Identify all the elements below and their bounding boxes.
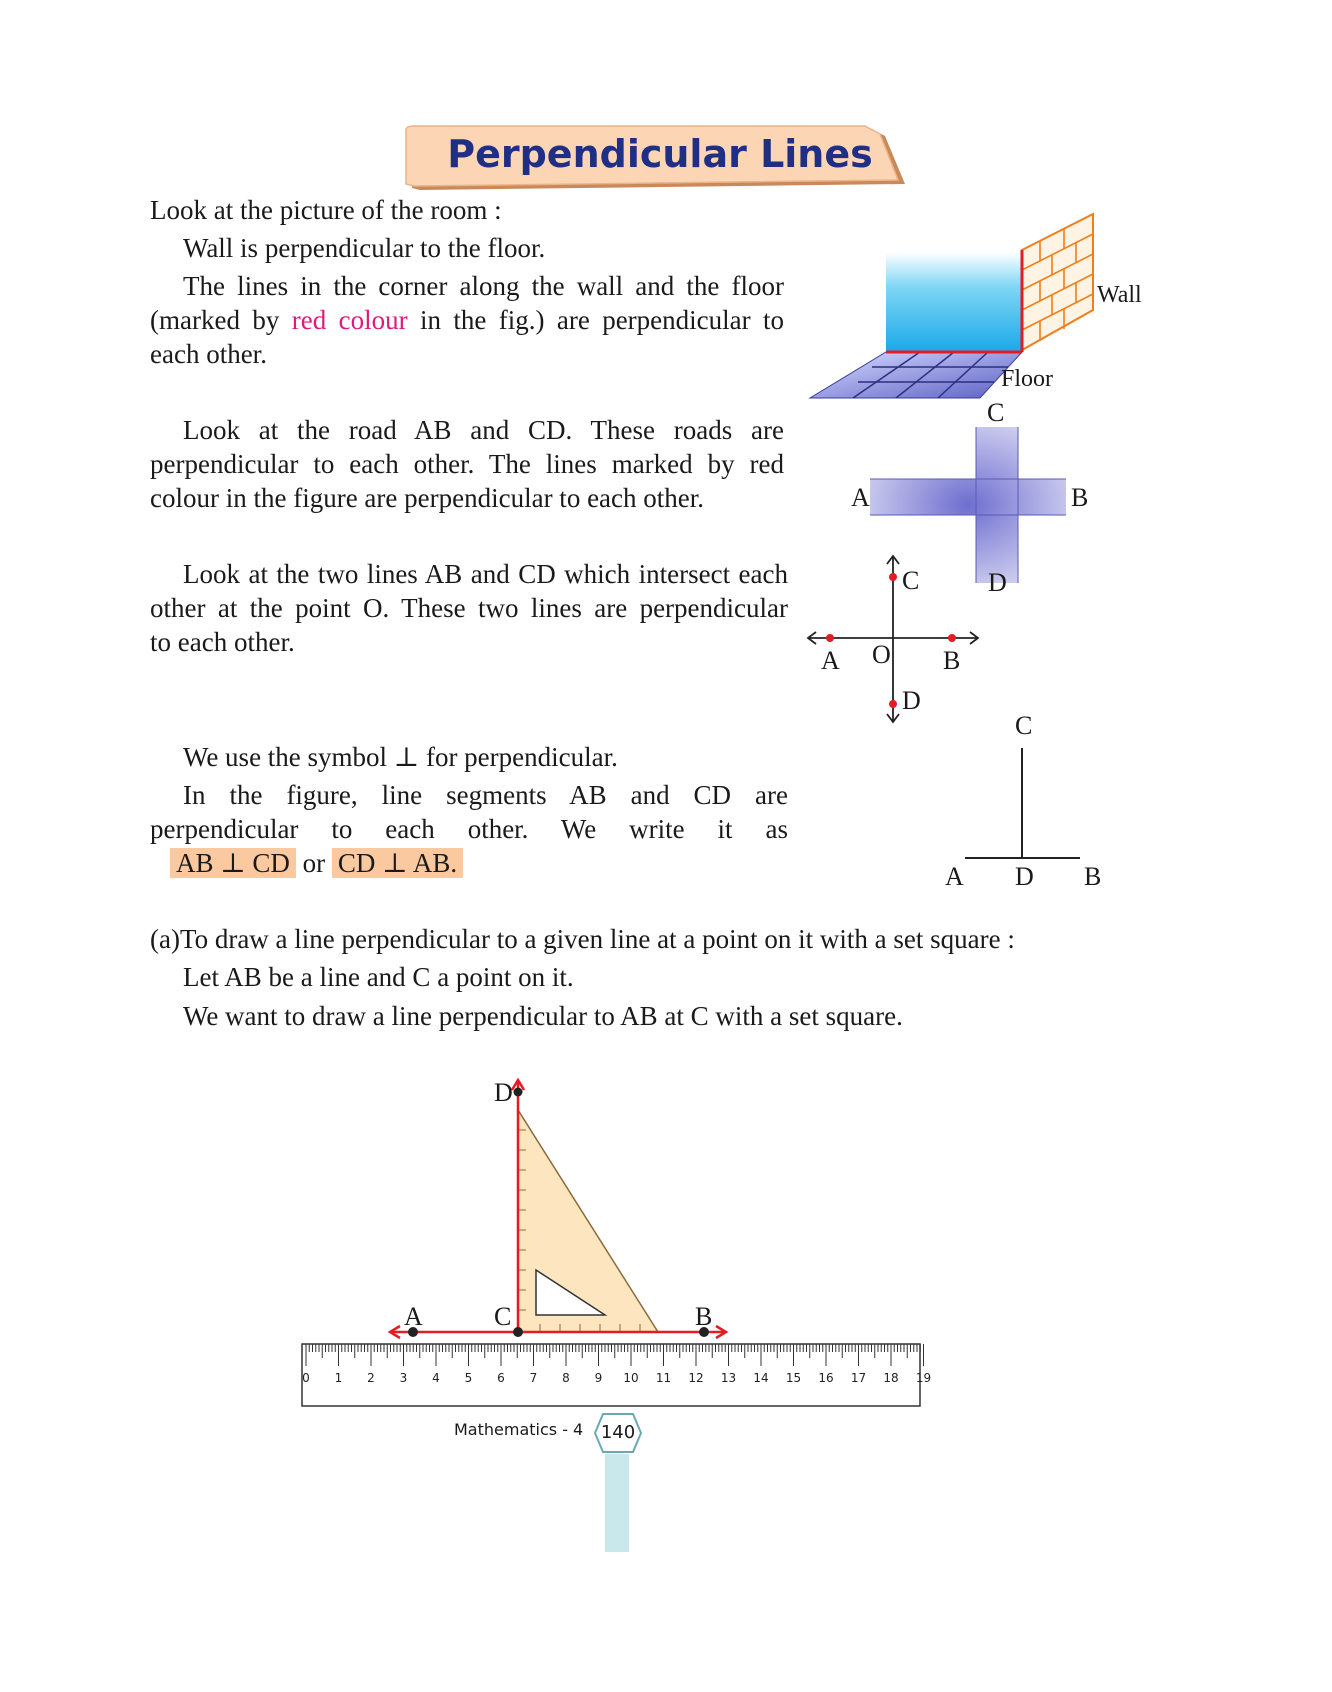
intersecting-lines-figure (800, 550, 990, 730)
lines-a-label: A (821, 646, 840, 675)
red-colour-text: red colour (291, 305, 408, 335)
lines-b-label: B (943, 646, 961, 675)
ruler-number: 2 (367, 1371, 375, 1385)
notation-line: AB ⊥ CD or CD ⊥ AB. (170, 845, 463, 881)
segment-b-label: B (1084, 862, 1102, 891)
ruler-number: 8 (562, 1371, 570, 1385)
ruler-number: 10 (623, 1371, 639, 1385)
lines-o-label: O (872, 640, 891, 669)
ruler-number: 12 (688, 1371, 704, 1385)
room-line2: The lines in the corner along the wall and the floor (183, 271, 784, 301)
segment-c-label: C (1015, 711, 1033, 740)
segment-a-label: A (945, 862, 964, 891)
room-line1: Wall is perpendicular to the floor. (183, 233, 546, 263)
notation-cd-ab: CD ⊥ AB. (332, 848, 463, 878)
setsquare-line2: We want to draw a line perpendicular to AB at C with a set square. (183, 1001, 903, 1031)
setsquare-c-label: C (494, 1302, 512, 1331)
ruler-number: 19 (915, 1371, 932, 1385)
road-line1: Look at the road AB and CD. These roads are (183, 415, 784, 445)
segment-d-label: D (1015, 862, 1034, 891)
lines-c-label: C (902, 566, 920, 595)
footer-book-title: Mathematics - 4 (454, 1420, 584, 1439)
ruler-number: 9 (594, 1371, 603, 1385)
room-intro: Look at the picture of the room : (150, 195, 502, 225)
page-title: Perpendicular Lines (447, 132, 873, 176)
ruler-number: 7 (529, 1371, 538, 1385)
setsquare-b-label: B (695, 1302, 713, 1331)
ruler-number: 0 (302, 1371, 310, 1385)
notation-ab-cd: AB ⊥ CD (170, 848, 296, 878)
road-d-label: D (988, 568, 1007, 597)
ruler-number: 1 (334, 1371, 343, 1385)
road-line3: colour in the figure are perpendicular to each other. (150, 483, 705, 513)
ruler-number: 13 (720, 1371, 737, 1385)
setsquare-line1: Let AB be a line and C a point on it. (183, 962, 574, 992)
ruler-number: 16 (818, 1371, 834, 1385)
road-line2: perpendicular to each other. The lines marked by red (150, 449, 784, 479)
ruler-number: 17 (850, 1371, 867, 1385)
ruler-number: 6 (497, 1371, 505, 1385)
road-b-label: B (1071, 483, 1089, 512)
ruler-number: 5 (464, 1371, 473, 1385)
ruler-number: 3 (399, 1371, 408, 1385)
floor-label: Floor (1001, 366, 1054, 392)
symbol-line: We use the symbol ⊥ for perpendicular. (183, 742, 618, 772)
ruler-number: 15 (785, 1371, 802, 1385)
segments-figure (960, 740, 1090, 865)
setsquare-d-label: D (494, 1078, 513, 1107)
ruler-number: 18 (883, 1371, 899, 1385)
ruler-number: 14 (753, 1371, 769, 1385)
ruler-number: 4 (432, 1371, 440, 1385)
ruler-number: 11 (655, 1371, 672, 1385)
room-line3: (marked by red colour in the fig.) are perpendicular to (150, 305, 785, 335)
lines-line2: other at the point O. These two lines are perpendicular (150, 593, 788, 623)
road-a-label: A (851, 483, 870, 512)
segment-line2: In the figure, line segments AB and CD are (183, 780, 788, 810)
wall-label: Wall (1097, 282, 1142, 308)
footer-tab (605, 1454, 629, 1552)
lines-d-label: D (902, 686, 921, 715)
setsquare-a-label: A (404, 1302, 423, 1331)
setsquare-figure (300, 1070, 932, 1415)
perpendicular-symbol: ⊥ (393, 742, 420, 772)
road-c-label: C (987, 398, 1005, 427)
lines-line1: Look at the two lines AB and CD which intersect each (183, 559, 788, 589)
setsquare-heading: (a)To draw a line perpendicular to a given line at a point on it with a set square : (150, 924, 1015, 954)
page-number: 140 (600, 1422, 636, 1443)
room-line4: each other. (150, 339, 267, 369)
segment-line3: perpendicular to each other. We write it as (150, 814, 788, 844)
lines-line3: to each other. (150, 627, 295, 657)
